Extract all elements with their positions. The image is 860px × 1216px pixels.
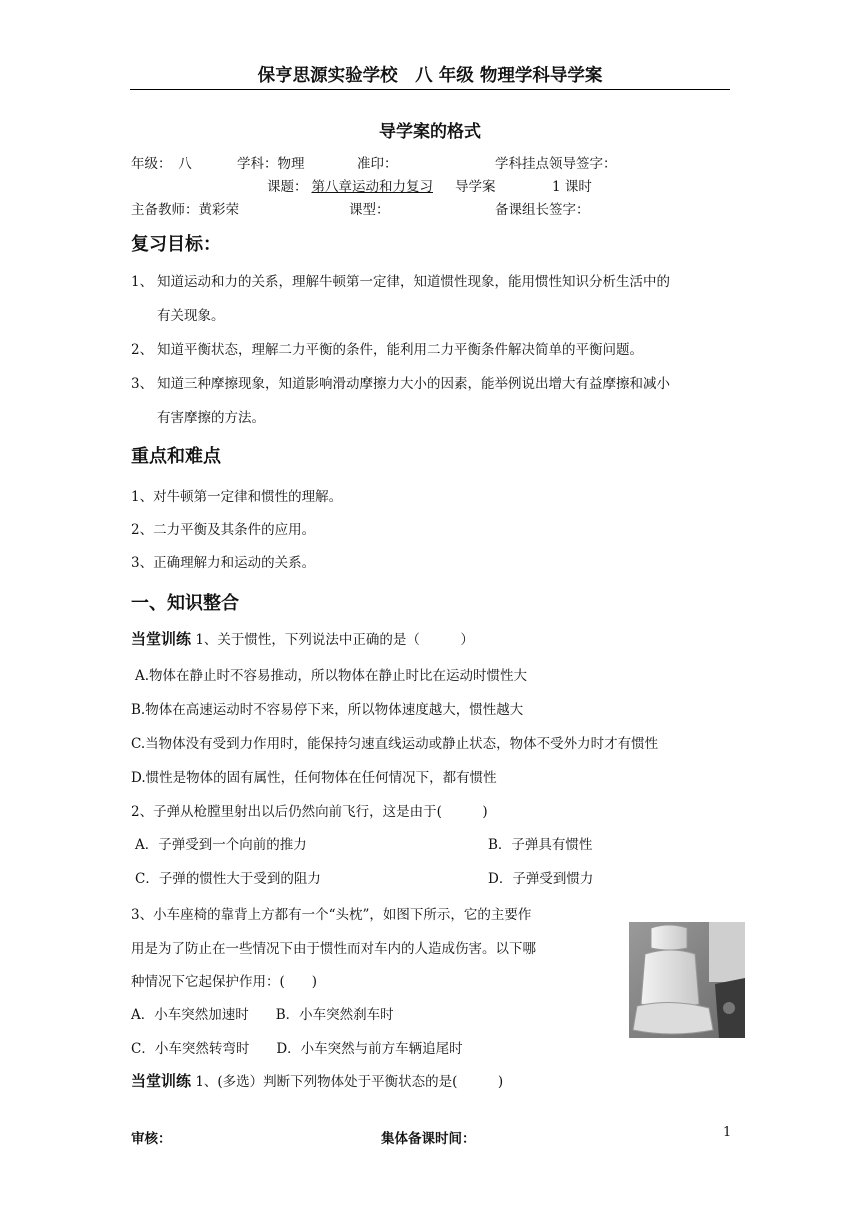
goals-heading: 复习目标： (131, 234, 221, 255)
lesson-type-field: 课型： (349, 202, 390, 218)
topic-label: 课题： (267, 179, 308, 195)
section-1-heading: 一、知识整合 (131, 593, 239, 614)
q1-option-d: D.惯性是物体的固有属性，任何物体在任何情况下，都有惯性 (131, 770, 497, 786)
q4-stem: 1、(多选）判断下列物体处于平衡状态的是( ) (195, 1074, 504, 1090)
q1-option-c: C.当物体没有受到力作用时，能保持匀速直线运动或静止状态，物体不受外力时才有惯性 (131, 736, 659, 752)
goal-3-text: 知道三种摩擦现象，知道影响滑动摩擦力大小的因素，能举例说出增大有益摩擦和减小 (157, 376, 670, 392)
q1-stem-line (131, 628, 474, 649)
q1-option-b: B.物体在高速运动时不容易停下来，所以物体速度越大，惯性越大 (131, 702, 524, 718)
q3-options-ab: A．小车突然加速时 B．小车突然刹车时 (131, 1007, 394, 1023)
q3-stem-line-2: 用是为了防止在一些情况下由于惯性而对车内的人造成伤害。以下哪 (131, 941, 536, 957)
page-number: 1 (723, 1125, 732, 1140)
goal-1-cont: 有关现象。 (157, 308, 225, 324)
header-rule (130, 89, 730, 90)
leader-sign-field: 学科挂点领导签字： (495, 156, 617, 172)
goal-1-num: 1、 (131, 274, 154, 290)
topic-line (267, 175, 496, 195)
q2-stem: 2、子弹从枪膛里射出以后仍然向前飞行，这是由于( ) (131, 804, 488, 820)
focus-heading: 重点和难点 (131, 446, 221, 467)
q2-option-c: C．子弹的惯性大于受到的阻力 (135, 871, 321, 887)
review-label: 审核： (131, 1131, 172, 1147)
q2-option-a: A．子弹受到一个向前的推力 (135, 837, 307, 853)
print-field: 准印： (357, 156, 398, 172)
topic-value: 第八章运动和力复习 (311, 179, 433, 195)
grade-field: 年级： 八 (131, 156, 192, 172)
goal-1-text: 知道运动和力的关系，理解牛顿第一定律，知道惯性现象，能用惯性知识分析生活中的 (157, 274, 670, 290)
topic-suffix: 导学案 (455, 179, 496, 195)
school-header: 保亨思源实验学校 八 年级 物理学科导学案 (257, 66, 603, 86)
q2-option-b: B．子弹具有惯性 (488, 837, 593, 853)
focus-item-2: 2、二力平衡及其条件的应用。 (131, 522, 316, 538)
goal-3-cont: 有害摩擦的方法。 (157, 410, 265, 426)
q2-option-d: D．子弹受到惯力 (488, 871, 594, 887)
teacher-field: 主备教师：黄彩荣 (131, 202, 239, 218)
goal-2-text: 知道平衡状态，理解二力平衡的条件，能利用二力平衡条件解决简单的平衡问题。 (157, 342, 643, 358)
goal-2-num: 2、 (131, 342, 154, 358)
focus-item-3: 3、正确理解力和运动的关系。 (131, 555, 316, 571)
q3-stem-line-3: 种情况下它起保护作用：( ) (131, 974, 318, 990)
q1-stem: 1、关于惯性，下列说法中正确的是（ ） (195, 632, 474, 648)
focus-item-1: 1、对牛顿第一定律和惯性的理解。 (131, 489, 343, 505)
goal-3-num: 3、 (131, 376, 154, 392)
subject-field: 学科：物理 (237, 156, 305, 172)
q4-stem-line (131, 1070, 503, 1091)
q3-stem-line-1: 3、小车座椅的靠背上方都有一个“头枕”，如图下所示，它的主要作 (131, 907, 532, 923)
practice-label-2: 当堂训练 (131, 1072, 192, 1090)
q1-option-a: A.物体在静止时不容易推动，所以物体在静止时比在运动时惯性大 (135, 668, 528, 684)
practice-label: 当堂训练 (131, 630, 192, 648)
hours-field: 1 课时 (552, 179, 592, 195)
q3-options-cd: C．小车突然转弯时 D．小车突然与前方车辆追尾时 (131, 1041, 463, 1057)
prep-time-label: 集体备课时间： (381, 1131, 476, 1147)
car-seat-image (629, 922, 745, 1038)
document-title: 导学案的格式 (379, 122, 481, 142)
group-sign-field: 备课组长签字： (495, 202, 590, 218)
